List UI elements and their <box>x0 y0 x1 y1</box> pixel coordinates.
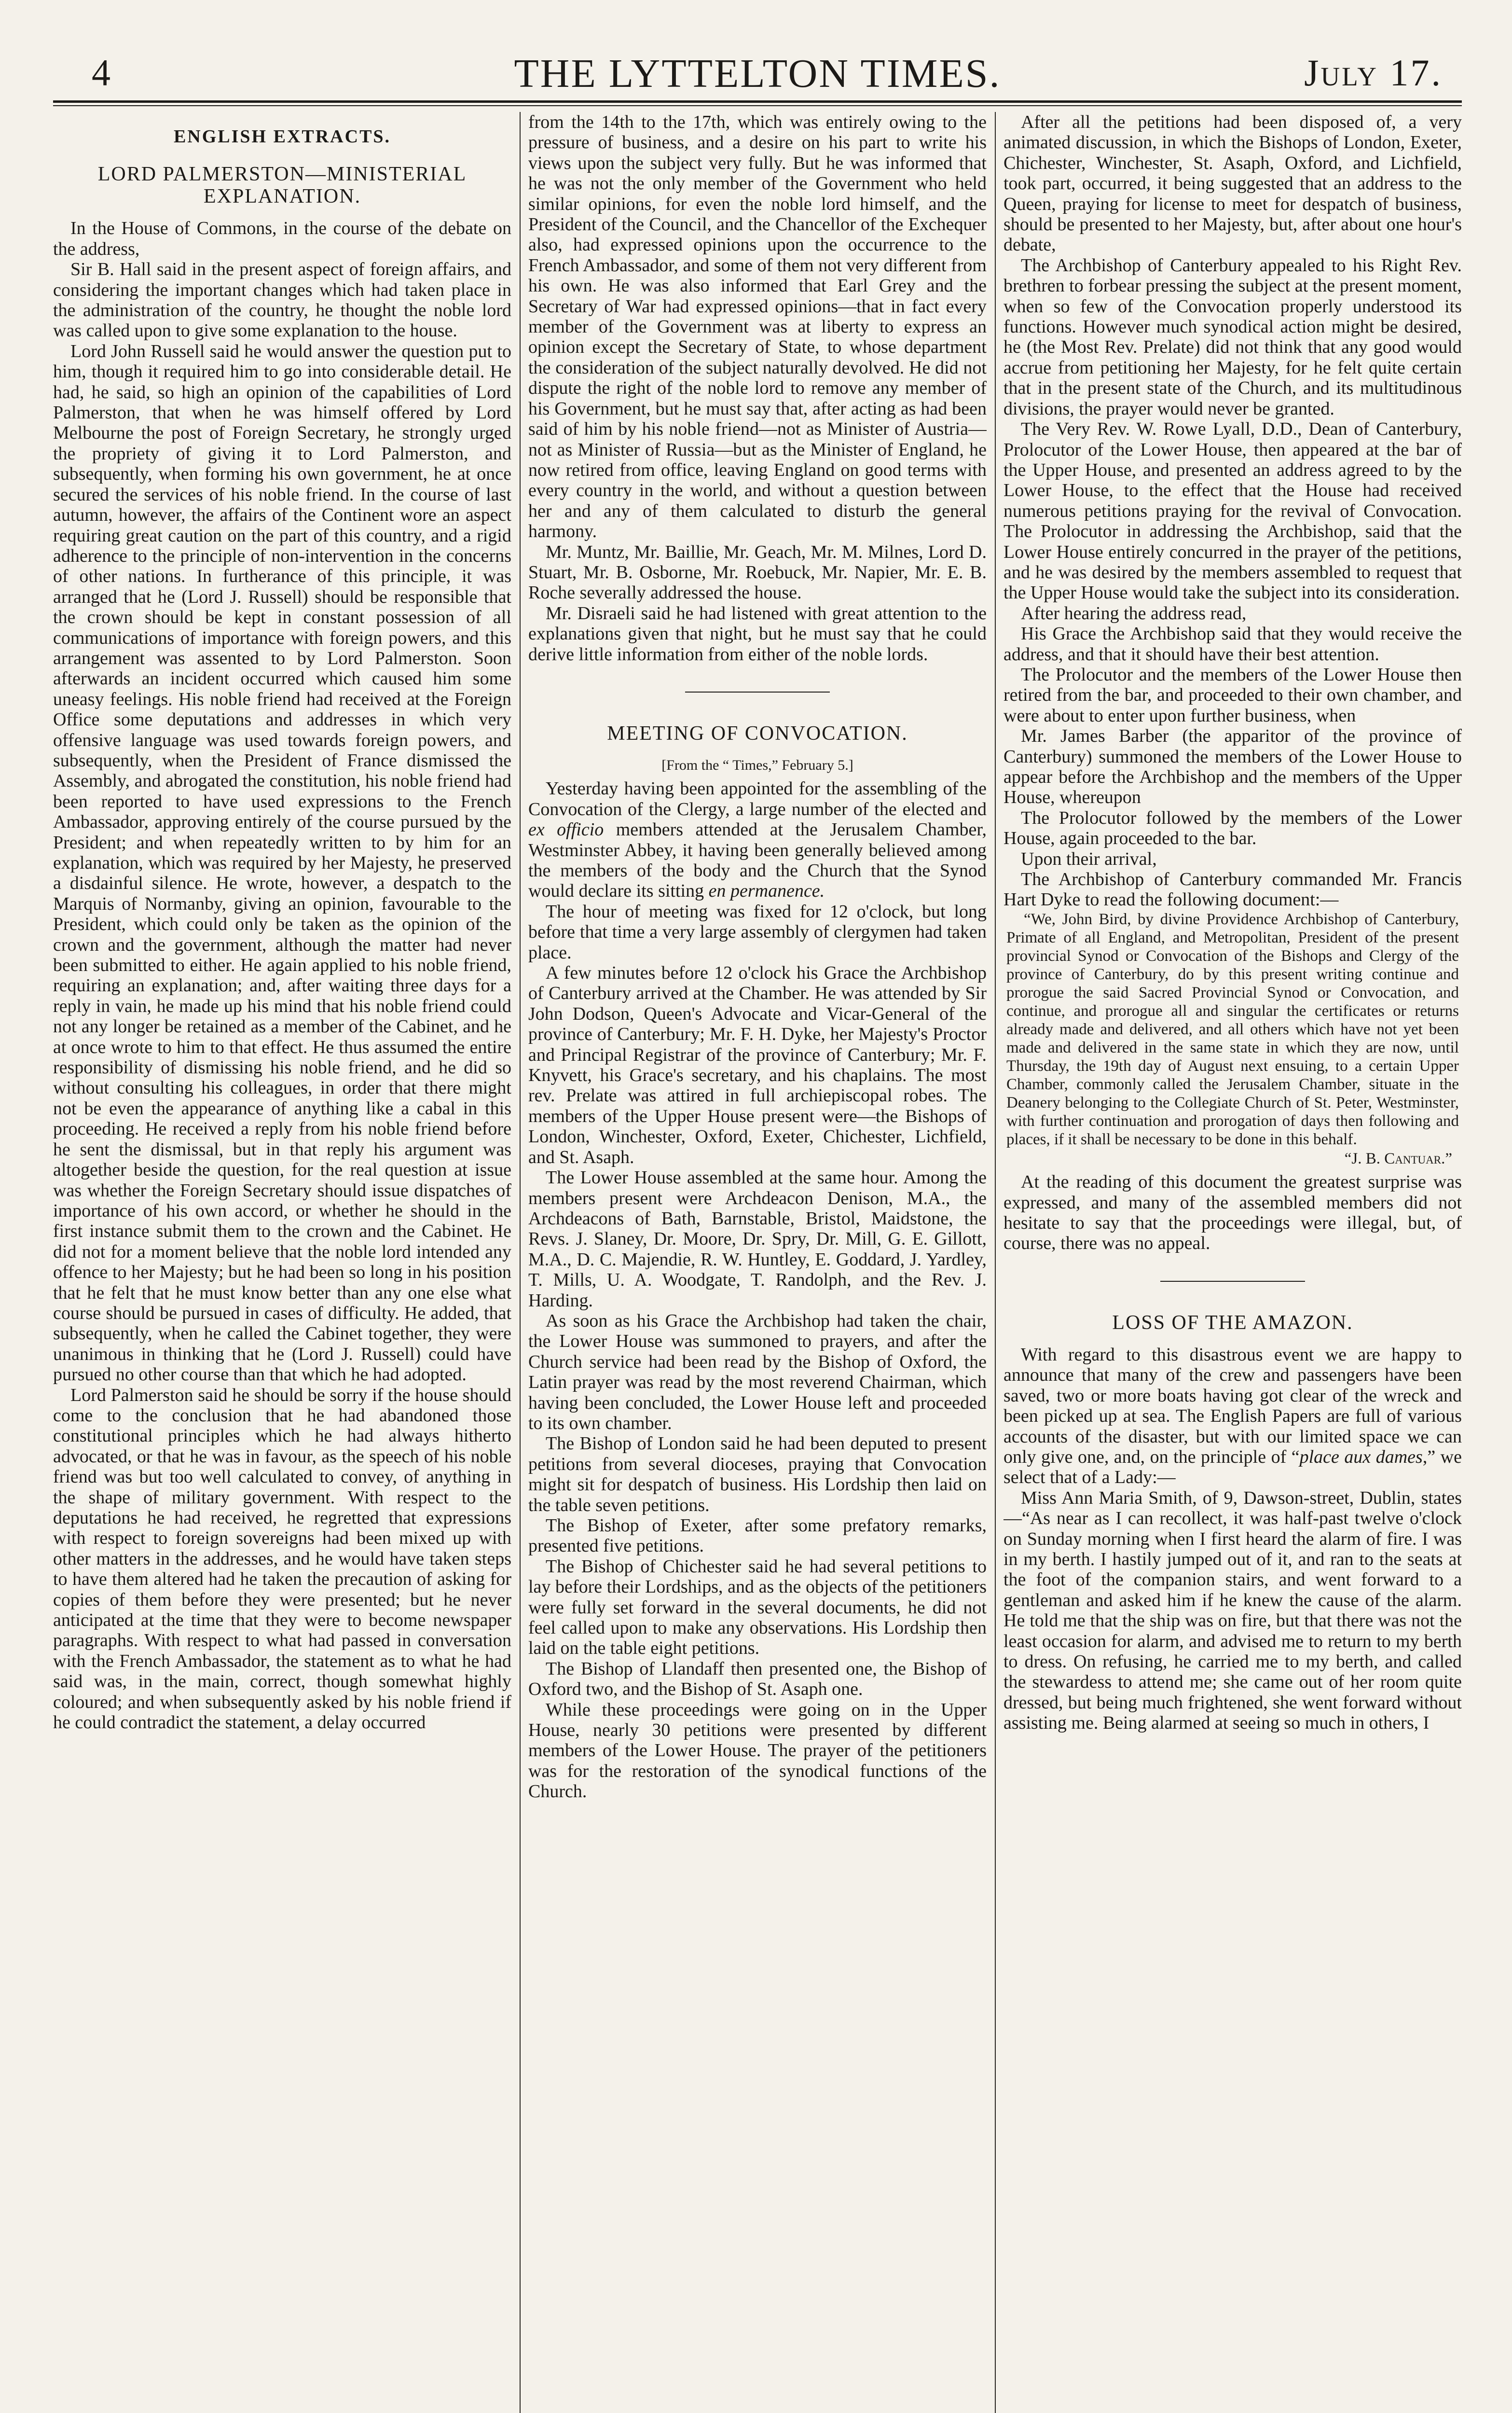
paragraph: Upon their arrival, <box>1021 848 1157 869</box>
paragraph: In the House of Commons, in the course of the debate on the address, <box>53 218 511 259</box>
paragraph: The Prolocutor and the members of the Lower House then retired from the bar, and proceeded to their own chamber, and were about to enter upon further business, when <box>1003 664 1462 726</box>
section-heading: ENGLISH EXTRACTS. <box>173 126 391 147</box>
text-run: members attended at the Jerusalem Chamber, Westminster Abbey, it having been generally believed among the members of the body and the Church that the Synod would declare its sitting <box>528 819 987 901</box>
masthead-rule-thin <box>53 105 1462 106</box>
italic-text: place aux dames <box>1299 1446 1423 1467</box>
document-signature: “J. B. Cantuar.” <box>1344 1150 1452 1167</box>
article-divider <box>685 692 830 693</box>
paragraph <box>528 778 987 901</box>
newspaper-title: THE LYTTELTON TIMES. <box>514 51 1001 96</box>
masthead <box>53 46 1462 99</box>
paragraph: The Bishop of Chichester said he had several petitions to lay before their Lordships, and as the objects of the petitioners were fully set forward in the several documents, he did not feel called upon to make any observations. His Lordship then laid on the table eight petitions. <box>528 1556 987 1659</box>
paragraph: The Archbishop of Canterbury appealed to his Right Rev. brethren to forbear pressing the subject at the present moment, when so few of the Convocation properly understood its functions. However much synodical action might be desired, he (the Most Rev. Prelate) did not think that any good would accrue from petitioning her Majesty, for he felt quite certain that in the present state of the Church, and its multitudinous divisions, the prayer would never be granted. <box>1003 255 1462 419</box>
text-run: ,” we select that of a Lady:— <box>1003 1446 1462 1488</box>
article-headline: MEETING OF CONVOCATION. <box>607 722 908 745</box>
paragraph: Mr. Disraeli said he had listened with great attention to the explanations given that night, but he must say that he could derive little information from either of the noble lords. <box>528 603 987 665</box>
paragraph: His Grace the Archbishop said that they would receive the address, and that it should have their best attention. <box>1003 624 1462 665</box>
page-number: 4 <box>92 52 110 94</box>
column-divider <box>995 112 996 2413</box>
paragraph: Lord John Russell said he would answer the question put to him, though it required him to go into considerable detail. He had, he said, so high an opinion of the capabilities of Lord Palmerston, that when he was himself offered by Lord Melbourne the post of Foreign Secretary, he strongly urged the propriety of giving it to Lord Palmerston, and subsequently, when forming his own government, he at once secured the services of his noble friend. In the course of last autumn, however, the affairs of the Continent wore an aspect requiring great caution on the part of this country, and a rigid adherence to the principle of non-intervention in the concerns of other nations. In furtherance of this principle, it was arranged that he (Lord J. Russell) should be responsible that the crown should be kept in constant possession of all communications of importance with foreign powers, and this arrangement was assented to by Lord Palmerston. Soon afterwards an incident occurred which caused him some uneasy feelings. His noble friend had received at the Foreign Office some deputations and addresses in which very offensive language was used towards foreign powers, and subsequently, when the President of France dismissed the Assembly, and abrogated the constitution, his noble friend had been reported to have used expressions to the French Ambassador, approving entirely of the course pursued by the President; and when repeatedly written to by him for an explanation, which was required by her Majesty, he preserved a disdainful silence. He wrote, however, a despatch to the Marquis of Normanby, giving an opinion, favourable to the President, which could only be taken as the opinion of the crown and the government, although the matter had never been submitted to either. He again applied to his noble friend, requiring an explanation; and, after waiting three days for a reply in vain, he made up his mind that his noble friend could not any longer be retained as a member of the Cabinet, and he at once wrote to him to that effect. He thus assumed the entire responsibility of dismissing his noble friend, and he did so without consulting his colleagues, in order that there might not be even the appearance of anything like a cabal in this proceeding. He received a reply from his noble friend before he sent the dismissal, but in that reply his argument was altogether beside the question, for the real question at issue was whether the Foreign Secretary should issue dispatches of importance of his own accord, or whether he should in the first instance submit them to the crown and the Cabinet. He did not for a moment believe that the noble lord intended any offence to her Majesty; but he had been so long in his position that he felt that he must know better than any one else what course should be pursued in cases of difficulty. He added, that subsequently, when he called the Cabinet together, they were unanimous in thinking that he (Lord J. Russell) could have pursued no other course than that which he had adopted. <box>53 341 511 1385</box>
paragraph: At the reading of this document the greatest surprise was expressed, and many of the assembled members did not hesitate to say that the proceedings were illegal, but, of course, there was no appeal. <box>1003 1172 1462 1254</box>
paragraph: The Archbishop of Canterbury commanded Mr. Francis Hart Dyke to read the following document:— <box>1003 869 1462 910</box>
paragraph: Mr. James Barber (the apparitor of the province of Canterbury) summoned the members of the Lower House to appear before the Archbishop and the members of the Upper House, whereupon <box>1003 726 1462 808</box>
italic-text: ex officio <box>528 819 604 840</box>
paragraph: The Prolocutor followed by the members of the Lower House, again proceeded to the bar. <box>1003 807 1462 849</box>
article-headline: LOSS OF THE AMAZON. <box>1112 1311 1353 1334</box>
italic-text: en permanence. <box>708 881 825 901</box>
paragraph: While these proceedings were going on in the Upper House, nearly 30 petitions were presented by different members of the Lower House. The prayer of the petitioners was for the restoration of the synodical functions of the Church. <box>528 1699 987 1802</box>
article-source: [From the “ Times,” February 5.] <box>661 757 853 773</box>
masthead-rule-thick <box>53 100 1462 103</box>
quoted-document: “We, John Bird, by divine Providence Archbishop of Canterbury, Primate of all England, and Metropolitan, President of the present provincial Synod or Convocation of the Bishops and Clergy of the province of Canterbury, do by this present writing continue and prorogue the said Sacred Provincial Synod or Convocation, and continue, and prorogue all and singular the certificates or returns already made and delivered, and all others which have not yet been made and delivered in the same state in which they are now, until Thursday, the 19th day of August next ensuing, to a certain Upper Chamber, commonly called the Jerusalem Chamber, situate in the Deanery belonging to the Collegiate Church of St. Peter, Westminster, with further continuation and prorogation of days then following and places, if it shall be necessary to be done in this behalf. <box>1006 910 1459 1148</box>
column-1 <box>53 112 511 2413</box>
paragraph: The Lower House assembled at the same hour. Among the members present were Archdeacon Denison, M.A., the Archdeacons of Bath, Barnstable, Bristol, Maidstone, the Revs. J. Slaney, Dr. Moore, Dr. Spry, Dr. Mill, G. E. Gillott, M.A., D. C. Majendie, R. W. Huntley, E. Goddard, J. Yardley, T. Mills, U. A. Woodgate, T. Randolph, and the Rev. J. Harding. <box>528 1167 987 1311</box>
text-run: Yesterday having been appointed for the assembling of the Convocation of the Clergy, a large number of the elected and <box>528 778 987 819</box>
paragraph: After all the petitions had been disposed of, a very animated discussion, in which the Bishops of London, Exeter, Chichester, Winchester, St. Asaph, Oxford, and Lichfield, took part, occurred, it being suggested that an address to the Queen, praying for license to meet for despatch of business, should be presented to her Majesty, but, after about one hour's debate, <box>1003 112 1462 255</box>
article-divider <box>1160 1281 1305 1282</box>
paragraph: The Bishop of Exeter, after some prefatory remarks, presented five petitions. <box>528 1515 987 1556</box>
column-3 <box>1003 112 1462 2413</box>
paragraph: Miss Ann Maria Smith, of 9, Dawson-street, Dublin, states—“As near as I can recollect, it was half-past twelve o'clock on Sunday morning when I first heard the alarm of fire. I was in my berth. I hastily jumped out of it, and ran to the seats at the foot of the companion stairs, and went forward to a gentleman and asked him if he knew the cause of the alarm. He told me that the ship was on fire, but that there was not the least occasion for alarm, and advised me to return to my berth to dress. On refusing, he carried me to my berth, and called the stewardess to attend me; she came out of her room quite dressed, but being much frightened, she went forward without assisting me. Being alarmed at seeing so much in others, I <box>1003 1487 1462 1733</box>
column-2 <box>528 112 987 2413</box>
paragraph: As soon as his Grace the Archbishop had taken the chair, the Lower House was summoned to prayers, and after the Church service had been read by the Bishop of Oxford, the Latin prayer was read by the most reverend Chairman, which having been concluded, the Lower House left and proceeded to its own chamber. <box>528 1310 987 1433</box>
column-divider <box>520 112 521 2413</box>
paragraph: Lord Palmerston said he should be sorry if the house should come to the conclusion that he had abandoned those constitutional principles which he had always hitherto advocated, or that he was in favour, as the speech of his noble friend was but too well calculated to convey, of anything in the shape of military government. With respect to the deputations he had received, he regretted that expressions with respect to foreign sovereigns had been mixed up with other matters in the addresses, and he would have taken steps to have them altered had he taken the precaution of asking for copies of them before they were presented; but he never anticipated at the time that they were to become newspaper paragraphs. With respect to what had passed in conversation with the French Ambassador, the statement as to what he had said was, in the main, correct, though somewhat highly coloured; and when subsequently asked by his noble friend if he could contradict the statement, a delay occurred <box>53 1385 511 1733</box>
paragraph: The Bishop of Llandaff then presented one, the Bishop of Oxford two, and the Bishop of St. Asaph one. <box>528 1658 987 1700</box>
paragraph: The hour of meeting was fixed for 12 o'clock, but long before that time a very large assembly of clergymen had taken place. <box>528 901 987 963</box>
paragraph: After hearing the address read, <box>1021 603 1247 624</box>
issue-date: July 17. <box>1304 52 1443 94</box>
text-run: With regard to this disastrous event we are happy to announce that many of the crew and passengers have been saved, two or more boats having got clear of the wreck and been picked up at sea. The English Papers are full of various accounts of the disaster, but with our limited space we can only give one, and, on the principle of “ <box>1003 1344 1462 1467</box>
paragraph: The Very Rev. W. Rowe Lyall, D.D., Dean of Canterbury, Prolocutor of the Lower House, then appeared at the bar of the Upper House, and presented an address agreed to by the Lower House, to the effect that the House had received numerous petitions praying for the revival of Convocation. The Prolocutor in addressing the Archbishop, said that the Lower House entirely concurred in the prayer of the petitions, and he was desired by the members assembled to request that the Upper House would take the subject into its consideration. <box>1003 419 1462 603</box>
article-headline: LORD PALMERSTON—MINISTERIAL EXPLANATION. <box>97 163 467 208</box>
paragraph: Mr. Muntz, Mr. Baillie, Mr. Geach, Mr. M. Milnes, Lord D. Stuart, Mr. B. Osborne, Mr. Roebuck, Mr. Napier, Mr. E. B. Roche severally addressed the house. <box>528 541 987 603</box>
paragraph <box>1003 1345 1462 1488</box>
paragraph: A few minutes before 12 o'clock his Grace the Archbishop of Canterbury arrived at the Chamber. He was attended by Sir John Dodson, Queen's Advocate and Vicar-General of the province of Canterbury; Mr. F. H. Dyke, her Majesty's Proctor and Principal Registrar of the province of Canterbury; Mr. F. Knyvett, his Grace's secretary, and his chaplains. The most rev. Prelate was attired in full archiepiscopal robes. The members of the Upper House present were—the Bishops of London, Winchester, Oxford, Exeter, Chichester, Lichfield, and St. Asaph. <box>528 963 987 1167</box>
paragraph: The Bishop of London said he had been deputed to present petitions from several dioceses, praying that Convocation might sit for despatch of business. His Lordship then laid on the table seven petitions. <box>528 1433 987 1515</box>
paragraph: from the 14th to the 17th, which was entirely owing to the pressure of business, and a desire on his part to write his views upon the subject very fully. But he was informed that he was not the only member of the Government who held similar opinions, for even the noble lord himself, and the President of the Council, and the Chancellor of the Exchequer also, had expressed opinions upon the occurrence to the French Ambassador, and some of them not very different from his own. He was also informed that Earl Grey and the Secretary of War had expressed opinions—that in fact every member of the Government was at liberty to express an opinion except the Secretary of State, to whose department the consideration of the subject naturally devolved. He did not dispute the right of the noble lord to remove any member of his Government, but he must say that, after acting as had been said of him by his noble friend—not as Minister of Austria—not as Minister of Russia—but as the Minister of England, he now retired from office, leaving England on good terms with every country in the world, and without a question between her and any of them calculated to disturb the general harmony. <box>528 112 987 542</box>
paragraph: Sir B. Hall said in the present aspect of foreign affairs, and considering the important changes which had taken place in the administration of the country, he thought the noble lord was called upon to give some explanation to the house. <box>53 259 511 341</box>
